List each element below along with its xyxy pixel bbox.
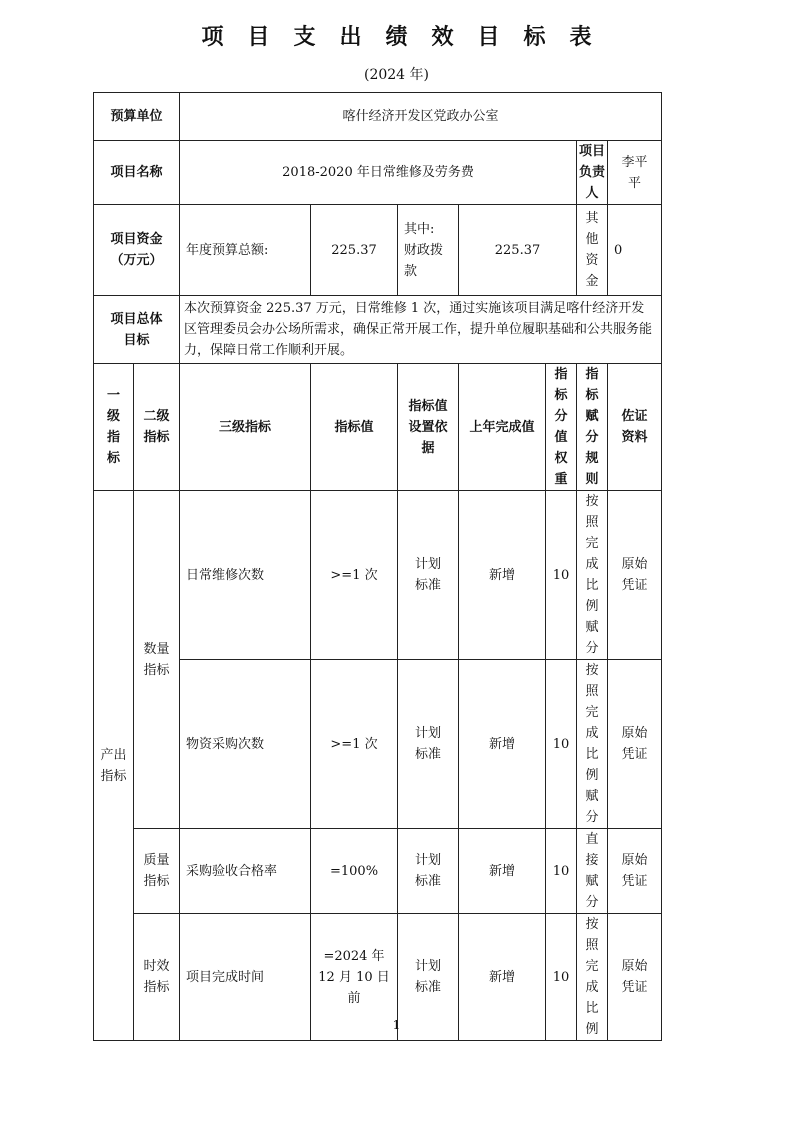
- level3-cell: 项目完成时间: [180, 914, 311, 1041]
- overall-goal-row: [94, 296, 662, 364]
- weight-cell: 10: [546, 914, 577, 1041]
- level2-quality-cell: 质量指标: [134, 829, 180, 914]
- project-funds-label: 项目资金（万元）: [94, 205, 180, 296]
- basis-cell: 计划标准: [398, 829, 459, 914]
- table-row: [94, 491, 662, 660]
- level3-cell: 日常维修次数: [180, 491, 311, 660]
- level1-output-cell: 产出指标: [94, 491, 134, 1041]
- budget-unit-label: 预算单位: [94, 93, 180, 141]
- year-label: (2024 年): [363, 67, 429, 83]
- basis-cell: 计划标准: [398, 914, 459, 1041]
- overall-goal-label: 项目总体目标: [94, 296, 180, 364]
- header-level1: 一级指标: [94, 364, 134, 491]
- header-evidence: 佐证资料: [608, 364, 662, 491]
- table-row: [94, 829, 662, 914]
- header-level3: 三级指标: [180, 364, 311, 491]
- level2-quantity-cell: 数量指标: [134, 491, 180, 829]
- last-year-cell: 新增: [459, 914, 546, 1041]
- table-row: [94, 660, 662, 829]
- performance-target-table: [93, 92, 662, 1041]
- fiscal-allocation-label: 其中:财政拨款: [398, 205, 459, 296]
- value-cell: =2024 年 12 月 10 日前: [311, 914, 398, 1041]
- basis-cell: 计划标准: [398, 660, 459, 829]
- level2-timeliness-cell: 时效指标: [134, 914, 180, 1041]
- project-name-row: [94, 141, 662, 205]
- last-year-cell: 新增: [459, 829, 546, 914]
- value-cell: >=1 次: [311, 660, 398, 829]
- weight-cell: 10: [546, 491, 577, 660]
- level3-cell: 物资采购次数: [180, 660, 311, 829]
- indicator-header-row: [94, 364, 662, 491]
- page-title: 项目支出绩效目标表: [201, 25, 616, 50]
- value-cell: =100%: [311, 829, 398, 914]
- header-value: 指标值: [311, 364, 398, 491]
- annual-budget-label: 年度预算总额:: [180, 205, 311, 296]
- scoring-cell: 按照完成比例: [577, 914, 608, 1041]
- evidence-cell: 原始凭证: [608, 829, 662, 914]
- budget-unit-row: [94, 93, 662, 141]
- weight-cell: 10: [546, 829, 577, 914]
- weight-cell: 10: [546, 660, 577, 829]
- annual-budget-value: 225.37: [311, 205, 398, 296]
- evidence-cell: 原始凭证: [608, 660, 662, 829]
- last-year-cell: 新增: [459, 491, 546, 660]
- budget-unit-value: 喀什经济开发区党政办公室: [180, 93, 662, 141]
- last-year-cell: 新增: [459, 660, 546, 829]
- header-scoring: 指标赋分规则: [577, 364, 608, 491]
- overall-goal-text: 本次预算资金 225.37 万元，日常维修 1 次，通过实施该项目满足喀什经济开发区管理委员会办公场所需求，确保正常开展工作，提升单位履职基础和公共服务能力，保障日常工作顺利开展。: [180, 296, 662, 364]
- level3-cell: 采购验收合格率: [180, 829, 311, 914]
- project-leader-value: 李平平: [608, 141, 662, 205]
- other-funds-label: 其他资金: [577, 205, 608, 296]
- header-weight: 指标分值权重: [546, 364, 577, 491]
- project-name-value: 2018-2020 年日常维修及劳务费: [180, 141, 577, 205]
- scoring-cell: 按照完成比例赋分: [577, 491, 608, 660]
- project-funds-row: [94, 205, 662, 296]
- header-level2: 二级指标: [134, 364, 180, 491]
- evidence-cell: 原始凭证: [608, 491, 662, 660]
- evidence-cell: 原始凭证: [608, 914, 662, 1041]
- value-cell: >=1 次: [311, 491, 398, 660]
- project-name-label: 项目名称: [94, 141, 180, 205]
- scoring-cell: 直接赋分: [577, 829, 608, 914]
- other-funds-value: 0: [608, 205, 662, 296]
- project-leader-label: 项目负责人: [577, 141, 608, 205]
- basis-cell: 计划标准: [398, 491, 459, 660]
- fiscal-allocation-value: 225.37: [459, 205, 577, 296]
- header-last-year: 上年完成值: [459, 364, 546, 491]
- header-basis: 指标值设置依据: [398, 364, 459, 491]
- scoring-cell: 按照完成比例赋分: [577, 660, 608, 829]
- page-number: 1: [392, 1018, 401, 1032]
